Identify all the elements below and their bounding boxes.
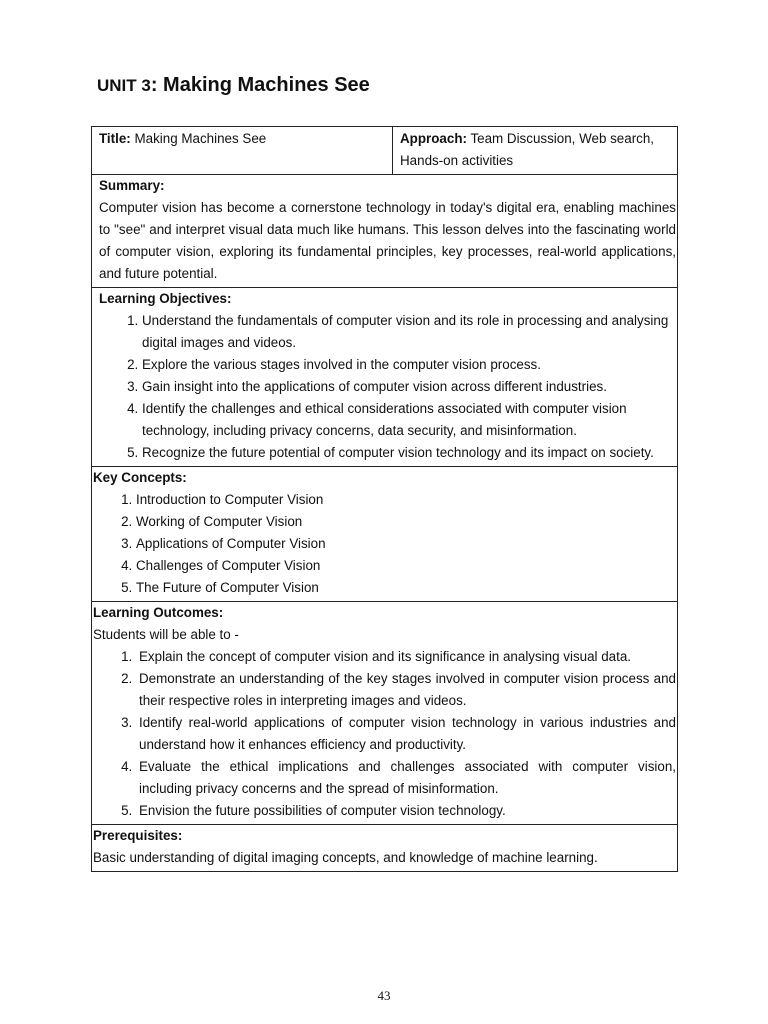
approach-value: Team Discussion, Web search, Hands-on activities — [400, 131, 655, 168]
prerequisites-label: Prerequisites: — [93, 828, 183, 843]
lesson-plan-table — [91, 126, 678, 872]
learning-objectives-row — [92, 288, 678, 467]
list-item: 5. Recognize the future potential of computer vision technology and its impact on society. — [142, 442, 676, 464]
key-concepts-label: Key Concepts: — [93, 470, 187, 485]
learning-objectives-list — [99, 310, 676, 464]
learning-outcomes-row — [92, 602, 678, 825]
unit-heading — [97, 66, 370, 100]
learning-objectives-cell — [92, 288, 678, 467]
unit-number: UNIT 3 — [97, 76, 151, 95]
list-item: 3. Identify real-world applications of computer vision technology in various industries and understand how it enhances efficiency and productivity. — [136, 712, 676, 756]
learning-objectives-label: Learning Objectives: — [99, 291, 232, 306]
approach-cell — [393, 127, 678, 175]
key-concepts-list — [93, 489, 676, 599]
list-item: 2. Explore the various stages involved in the computer vision process. — [142, 354, 676, 376]
learning-outcomes-intro: Students will be able to - — [93, 627, 239, 642]
list-item: 4. Challenges of Computer Vision — [136, 555, 676, 577]
list-item: 2. Working of Computer Vision — [136, 511, 676, 533]
title-label: Title: — [99, 131, 131, 146]
list-item: 1. Introduction to Computer Vision — [136, 489, 676, 511]
list-item: 3. Gain insight into the applications of computer vision across different industries. — [142, 376, 676, 398]
learning-outcomes-label: Learning Outcomes: — [93, 605, 224, 620]
list-item: 3. Applications of Computer Vision — [136, 533, 676, 555]
header-row — [92, 127, 678, 175]
title-value: Making Machines See — [134, 131, 267, 146]
list-item: 4. Identify the challenges and ethical considerations associated with computer vision technology, including privacy concerns, data security, and misinformation. — [142, 398, 676, 442]
list-item: 2. Demonstrate an understanding of the key stages involved in computer vision process and their respective roles in interpreting images and videos. — [136, 668, 676, 712]
list-item: 4. Evaluate the ethical implications and challenges associated with computer vision, including privacy concerns and the spread of misinformation. — [136, 756, 676, 800]
prerequisites-text: Basic understanding of digital imaging concepts, and knowledge of machine learning. — [93, 850, 598, 865]
key-concepts-row — [92, 467, 678, 602]
list-item: 1. Explain the concept of computer vision and its significance in analysing visual data. — [136, 646, 676, 668]
title-cell — [92, 127, 393, 175]
list-item: 5. The Future of Computer Vision — [136, 577, 676, 599]
prerequisites-row — [92, 825, 678, 872]
list-item: 1. Understand the fundamentals of computer vision and its role in processing and analysing digital images and videos. — [142, 310, 676, 354]
list-item: 5. Envision the future possibilities of computer vision technology. — [136, 800, 676, 822]
page-number: 43 — [377, 988, 391, 1003]
summary-row — [92, 175, 678, 288]
approach-label: Approach: — [400, 131, 467, 146]
prerequisites-cell — [92, 825, 678, 872]
learning-outcomes-list — [93, 646, 676, 822]
summary-label: Summary: — [99, 178, 165, 193]
unit-title: : Making Machines See — [150, 74, 370, 96]
key-concepts-cell — [92, 467, 678, 602]
summary-cell — [92, 175, 678, 288]
summary-text: Computer vision has become a cornerstone technology in today's digital era, enabling machines to "see" and interpret visual data much like humans. This lesson delves into the fascinating world of computer vision, exploring its fundamental principles, key processes, real-world applications, and future potential. — [99, 200, 676, 281]
learning-outcomes-cell — [92, 602, 678, 825]
